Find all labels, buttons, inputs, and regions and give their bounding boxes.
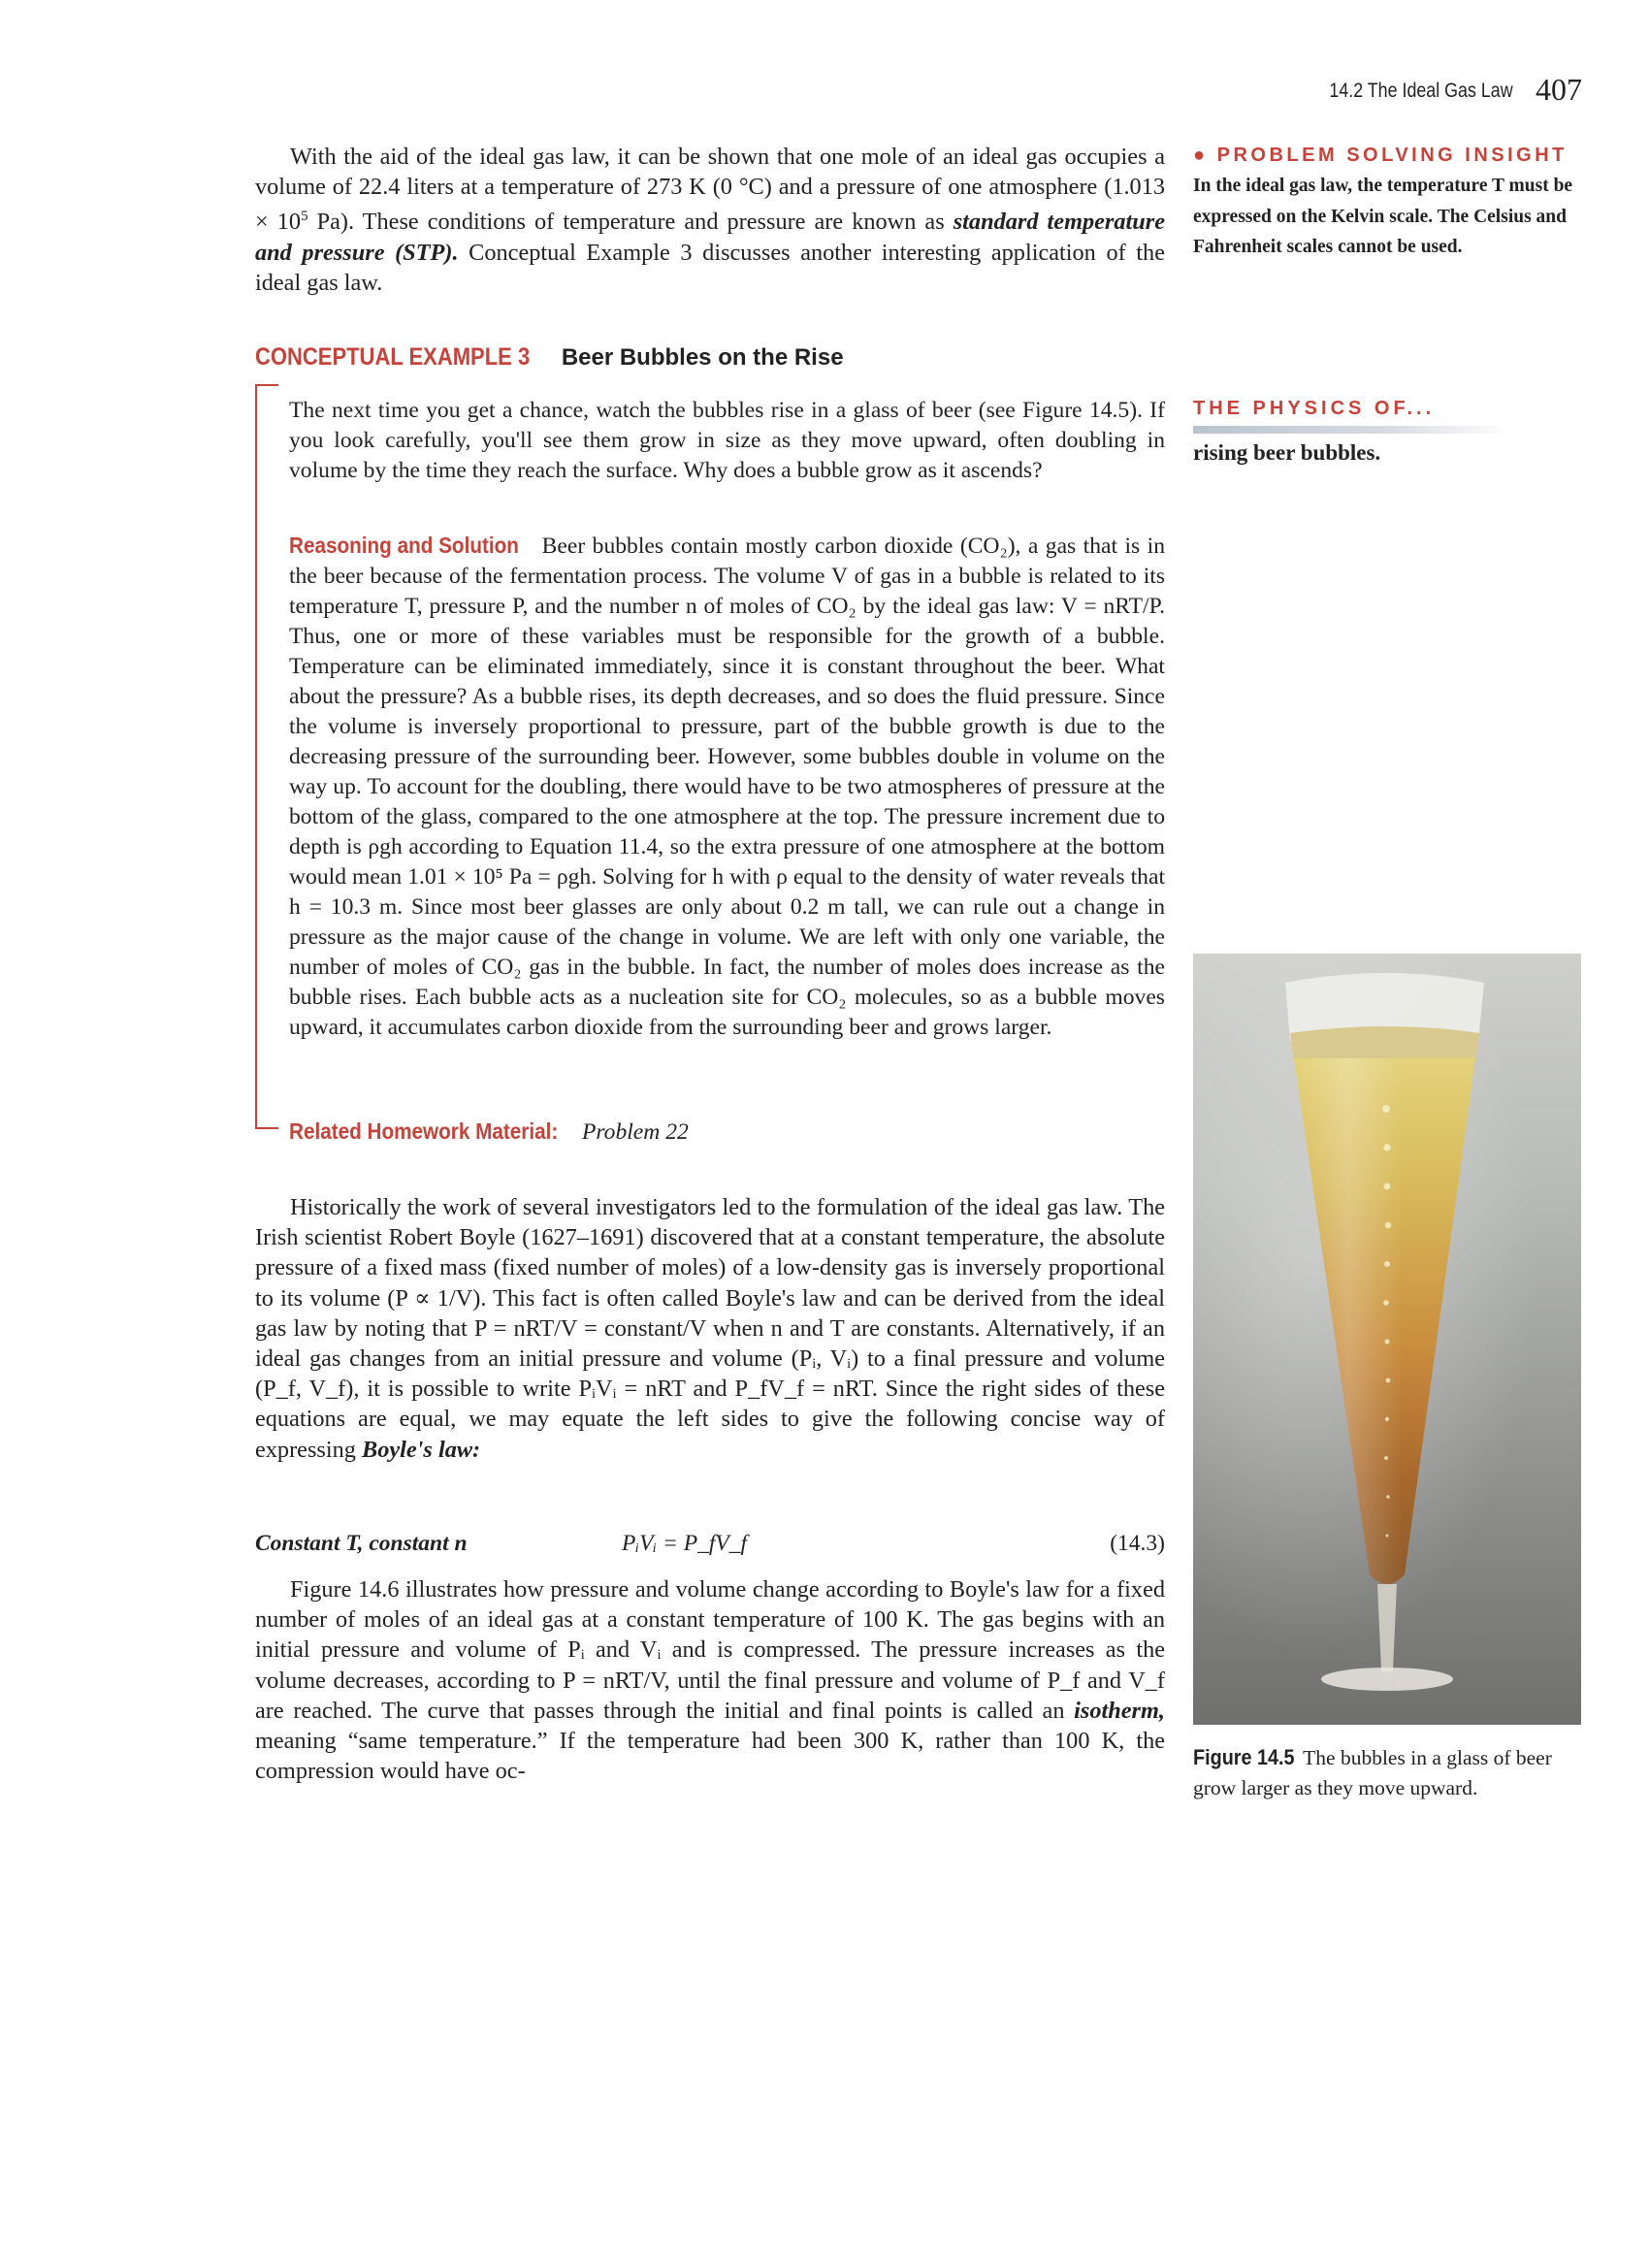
example-bracket — [255, 384, 278, 1129]
related-homework — [289, 1117, 1165, 1148]
example-question: The next time you get a chance, watch the bubbles rise in a glass of beer (see Figure 14.5). If you look carefully, you'll see them grow in size as they move upward, often doubling in volume by the time they reach the surface. Why does a bubble grow as it ascends? — [289, 398, 1165, 483]
beer-glass-illustration — [1193, 954, 1581, 1725]
intro-paragraph: With the aid of the ideal gas law, it can be shown that one mole of an ideal gas occupies a volume of 22.4 liters at a temperature of 273 K (0 °C) and a pressure of one atmosphere ($1.013 \times 10^5$ Pa). These conditions of temperature and pressure are known as standard temperature and pressure (STP). Conceptual Example 3 discusses another interesting application of the ideal gas law. — [255, 144, 1166, 296]
figure-caption — [1193, 1742, 1591, 1803]
bullet-icon: ● — [1193, 145, 1217, 166]
problem-solving-insight — [1193, 142, 1591, 263]
equation-condition: Constant T, constant n — [255, 1531, 468, 1556]
figure-discussion-paragraph: Figure 14.6 illustrates how pressure and volume change according to Boyle's law for a fixed number of moles of an ideal gas at a constant temperature of 100 K. The gas begins with an initial pressure and volume of Pᵢ and Vᵢ and is compressed. The pressure increases as the volume decreases, according to P = nRT/V, until the final pressure and volume of P_f and V_f are reached. The curve that passes through the initial and final points is called an isotherm, meaning “same temperature.” If the temperature had been 300 K, rather than 100 K, the compression would have oc- — [255, 1576, 1165, 1785]
figure-label: Figure 14.5 — [1193, 1745, 1295, 1769]
equation-number: (14.3) — [1110, 1531, 1165, 1556]
page-number: 407 — [1536, 72, 1582, 107]
equation-14-3 — [255, 1531, 1165, 1562]
boyle-paragraph: Historically the work of several investigators led to the formulation of the ideal gas law. The Irish scientist Robert Boyle (1627–1691) discovered that at a constant temperature, the absolute pressure of a fixed mass (fixed number of moles) of a low-density gas is inversely proportional to its volume (P ∝ 1/V). This fact is often called Boyle's law and can be derived from the ideal gas law by noting that P = nRT/V = constant/V when n and T are constants. Alternatively, if an ideal gas changes from an initial pressure and volume (Pᵢ, Vᵢ) to a final pressure and volume (P_f, V_f), it is possible to write PᵢVᵢ = nRT and P_fV_f = nRT. Since the right sides of these equations are equal, we may equate the left sides to give the following concise way of expressing Boyle's law: — [255, 1194, 1165, 1463]
running-header-section: 14.2 The Ideal Gas Law — [1329, 80, 1513, 102]
insight-text: In the ideal gas law, the temperature T must be expressed on the Kelvin scale. The Celsius and Fahrenheit scales cannot be used. — [1193, 176, 1573, 257]
example-reasoning: Reasoning and Solution Beer bubbles contain mostly carbon dioxide (CO₂), a gas that is in the beer because of the fermentation process. The volume V of gas in a bubble is related to its temperature T, pressure P, and the number n of moles of CO₂ by the ideal gas law: V = nRT/P. Thus, one or more of these variables must be responsible for the growth of a bubble. Temperature can be eliminated immediately, since it is constant throughout the beer. What about the pressure? As a bubble rises, its depth decreases, and so does the fluid pressure. Since the volume is inversely proportional to pressure, part of the bubble growth is due to the decreasing pressure of the surrounding beer. However, some bubbles double in volume on the way up. To account for the doubling, there would have to be two atmospheres of pressure at the bottom of the glass, compared to the one atmosphere at the top. The pressure increment due to depth is ρgh according to Equation 11.4, so the extra pressure of one atmosphere at the bottom would mean 1.01 × 10⁵ Pa = ρgh. Solving for h with ρ equal to the density of water reveals that h = 10.3 m. Since most beer glasses are only about 0.2 m tall, we can rule out a change in pressure as the major cause of the change in volume. We are left with only one variable, the number of moles of CO₂ gas in the bubble. In fact, the number of moles does increase as the bubble rises. Each bubble acts as a nucleation site for CO₂ molecules, so as a bubble moves upward, it accumulates carbon dioxide from the surrounding beer and grows larger. — [289, 533, 1165, 1040]
example-label: CONCEPTUAL EXAMPLE 3 — [255, 343, 531, 371]
physics-text: rising beer bubbles. — [1193, 440, 1381, 465]
physics-heading: THE PHYSICS OF... — [1193, 398, 1436, 419]
reasoning-label: Reasoning and Solution — [289, 533, 519, 558]
insight-heading: PROBLEM SOLVING INSIGHT — [1216, 145, 1568, 166]
figure-caption-text: The bubbles in a glass of beer grow larger as they move upward. — [1193, 1746, 1552, 1799]
example-title: Beer Bubbles on the Rise — [561, 344, 844, 371]
related-problem-link[interactable]: Problem 22 — [581, 1119, 689, 1145]
example-heading — [255, 343, 844, 372]
physics-of-sidebar — [1193, 398, 1513, 468]
physics-rule — [1193, 426, 1513, 434]
beer-glass-photo — [1193, 954, 1581, 1725]
related-label: Related Homework Material: — [289, 1118, 559, 1144]
equation-formula: PᵢVᵢ = P_fV_f — [622, 1531, 748, 1556]
